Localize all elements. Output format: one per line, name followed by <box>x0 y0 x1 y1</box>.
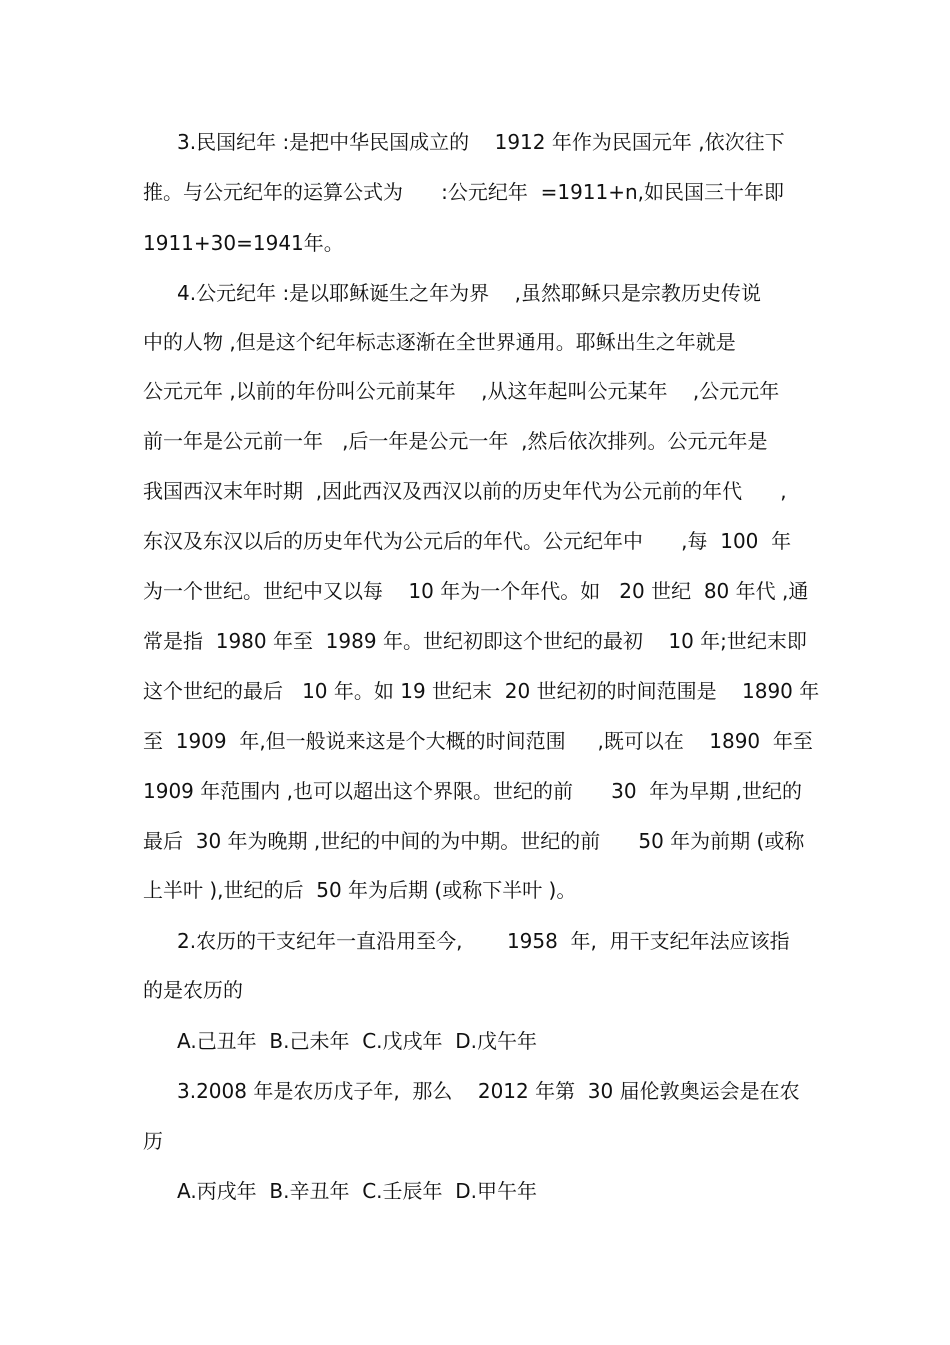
paragraph-line: 上半叶 ),世纪的后 50 年为后期 (或称下半叶 )。 <box>143 878 577 902</box>
paragraph-line: 推。与公元纪年的运算公式为 :公元纪年 =1911+n,如民国三十年即 <box>143 180 785 204</box>
question-stem: 3.2008 年是农历戊子年, 那么 2012 年第 30 届伦敦奥运会是在农 <box>177 1079 800 1103</box>
paragraph-line: 这个世纪的最后 10 年。如 19 世纪末 20 世纪初的时间范围是 1890 年 <box>143 679 820 703</box>
paragraph-line: 我国西汉末年时期 ,因此西汉及西汉以前的历史年代为公元前的年代 , <box>143 479 787 503</box>
paragraph-line: 至 1909 年,但一般说来这是个大概的时间范围 ,既可以在 1890 年至 <box>143 729 813 753</box>
paragraph-line: 3.民国纪年 :是把中华民国成立的 1912 年作为民国元年 ,依次往下 <box>177 130 785 154</box>
paragraph-line: 最后 30 年为晚期 ,世纪的中间的为中期。世纪的前 50 年为前期 (或称 <box>143 829 805 853</box>
paragraph-line: 常是指 1980 年至 1989 年。世纪初即这个世纪的最初 10 年;世纪末即 <box>143 629 807 653</box>
paragraph-line: 1909 年范围内 ,也可以超出这个界限。世纪的前 30 年为早期 ,世纪的 <box>143 779 802 803</box>
question-stem: 的是农历的 <box>143 978 243 1002</box>
paragraph-line: 1911+30=1941年。 <box>143 231 344 255</box>
paragraph-line: 前一年是公元前一年 ,后一年是公元一年 ,然后依次排列。公元元年是 <box>143 429 768 453</box>
paragraph-line: 公元元年 ,以前的年份叫公元前某年 ,从这年起叫公元某年 ,公元元年 <box>143 379 780 403</box>
paragraph-line: 中的人物 ,但是这个纪年标志逐渐在全世界通用。耶稣出生之年就是 <box>143 330 736 354</box>
paragraph-line: 为一个世纪。世纪中又以每 10 年为一个年代。如 20 世纪 80 年代 ,通 <box>143 579 809 603</box>
question-stem: 2.农历的干支纪年一直沿用至今, 1958 年, 用干支纪年法应该指 <box>177 929 790 953</box>
paragraph-line: 东汉及东汉以后的历史年代为公元后的年代。公元纪年中 ,每 100 年 <box>143 529 792 553</box>
answer-options: A.丙戌年 B.辛丑年 C.壬辰年 D.甲午年 <box>177 1179 537 1203</box>
question-stem: 历 <box>143 1129 163 1153</box>
answer-options: A.己丑年 B.己未年 C.戊戌年 D.戊午年 <box>177 1029 537 1053</box>
paragraph-line: 4.公元纪年 :是以耶稣诞生之年为界 ,虽然耶稣只是宗教历史传说 <box>177 281 761 305</box>
